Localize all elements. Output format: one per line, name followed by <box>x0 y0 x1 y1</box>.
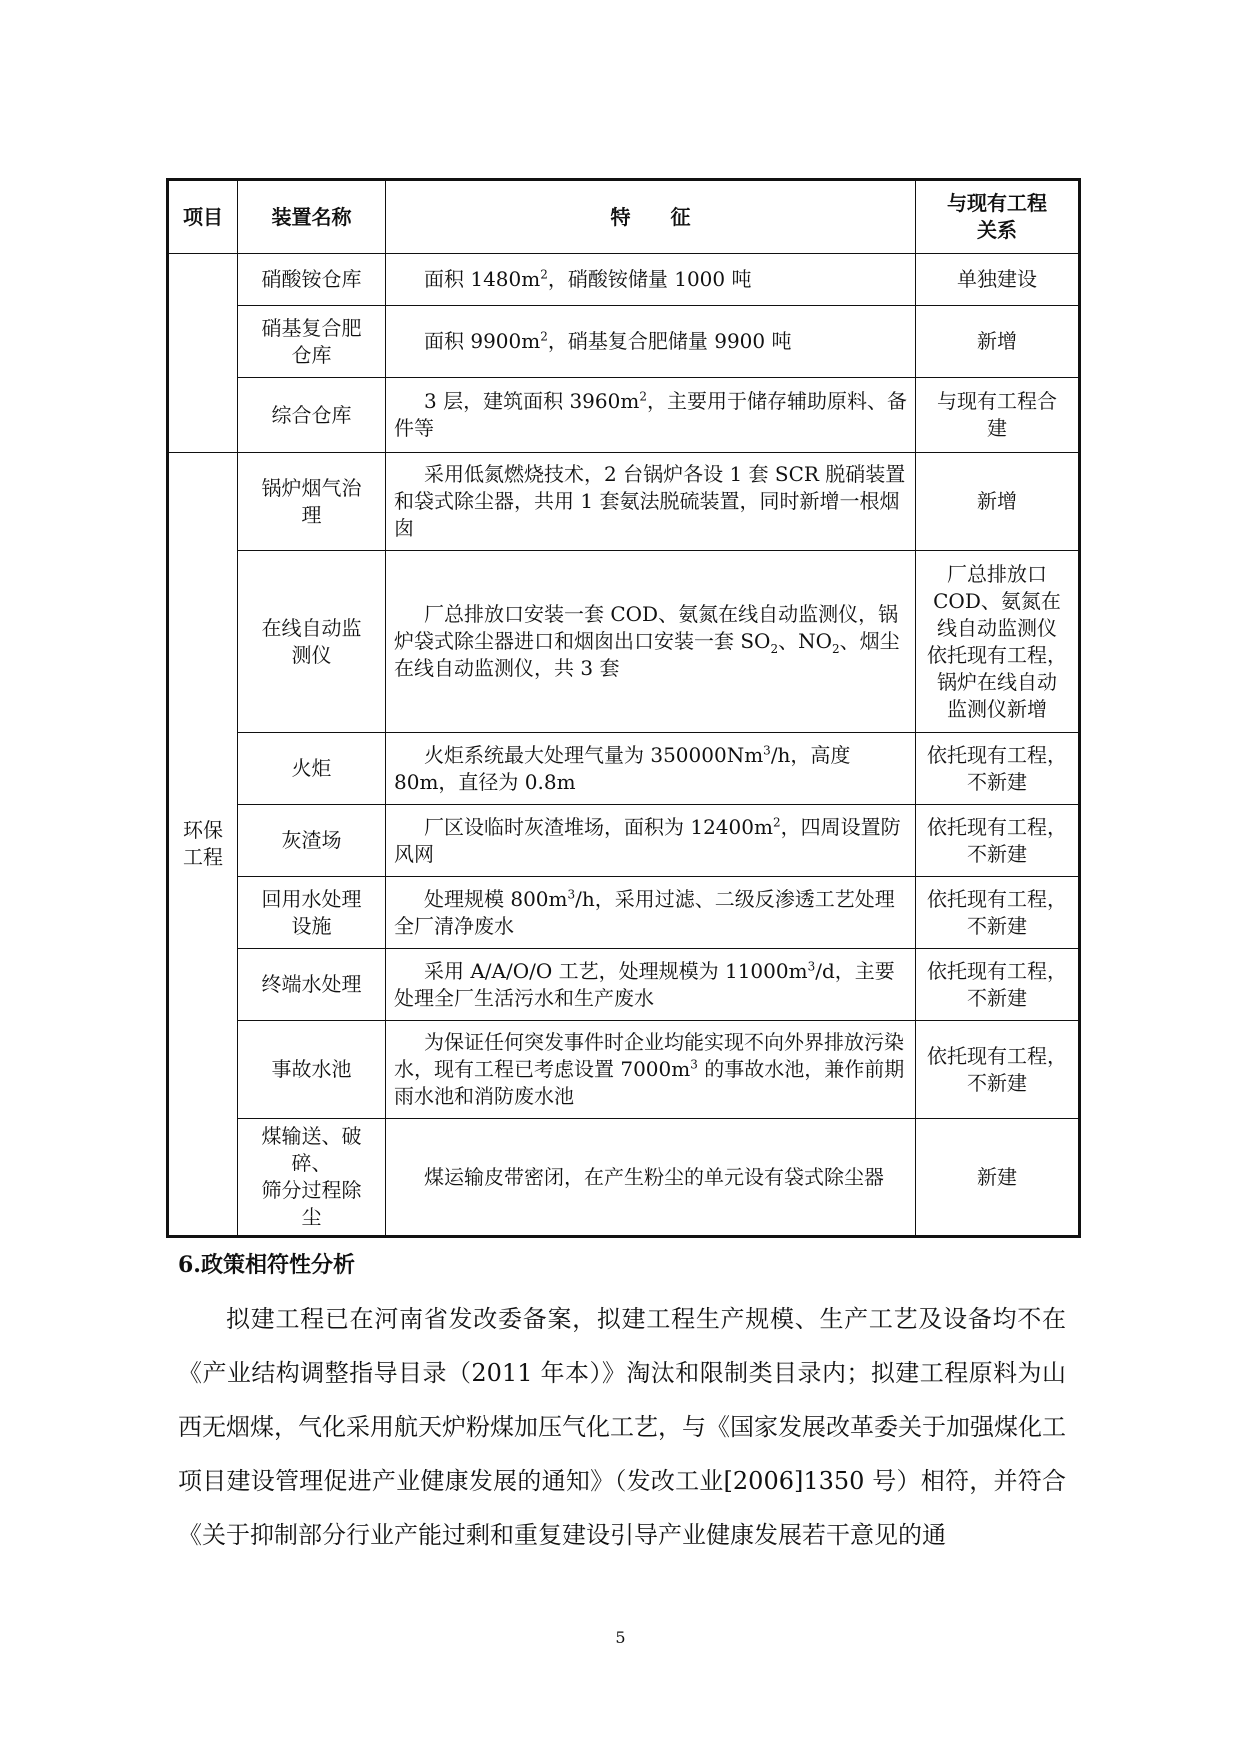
feature-cell: 处理规模 $800m^3/h$，采用过滤、二级反渗透工艺处理全厂清净废水 <box>386 877 916 949</box>
device-name-cell: 终端水处理 <box>238 949 386 1021</box>
device-name-cell: 在线自动监 测仪 <box>238 551 386 733</box>
device-name-cell: 煤输送、破碎、 筛分过程除 尘 <box>238 1119 386 1237</box>
table-row <box>168 551 1080 733</box>
feature-cell: 厂区设临时灰渣堆场，面积为 $12400m^2$，四周设置防风网 <box>386 805 916 877</box>
table-row <box>168 805 1080 877</box>
relation-cell: 新增 <box>916 306 1080 378</box>
header-item: 项目 <box>168 180 238 254</box>
paragraph-text: 拟建工程已在河南省发改委备案，拟建工程生产规模、生产工艺及设备均不在《产业结构调整指导目录（2011 年本）》淘汰和限制类目录内；拟建工程原料为山西无烟煤，气化采用航天炉粉煤加压气化工艺，与《国家发展改革委关于加强煤化工项目建设管理促进产业健康发展的通知》（发改工业[2006]1350 号）相符，并符合《关于抑制部分行业产能过剩和重复建设引导产业健康发展若干意见的通 <box>178 1305 1066 1549</box>
header-feature: 特 征 <box>386 180 916 254</box>
feature-cell: 火炬系统最大处理气量为 350000Nm$^3$/h，高度 80m，直径为 0.8m <box>386 733 916 805</box>
table-row <box>168 1021 1080 1119</box>
relation-cell: 依托现有工程， 不新建 <box>916 805 1080 877</box>
header-relation: 与现有工程 关系 <box>916 180 1080 254</box>
category-cell-storage <box>168 254 238 453</box>
page-number: 5 <box>615 1628 626 1647</box>
facility-table <box>166 178 1081 1238</box>
feature-cell: 采用 A/A/O/O 工艺，处理规模为 $11000m^3/d$，主要处理全厂生活污水和生产废水 <box>386 949 916 1021</box>
relation-cell: 依托现有工程， 不新建 <box>916 949 1080 1021</box>
relation-cell: 与现有工程合 建 <box>916 378 1080 453</box>
relation-cell: 依托现有工程， 不新建 <box>916 877 1080 949</box>
table-row <box>168 877 1080 949</box>
relation-cell: 厂总排放口 COD、氨氮在 线自动监测仪 依托现有工程， 锅炉在线自动 监测仪新增 <box>916 551 1080 733</box>
relation-cell: 单独建设 <box>916 254 1080 306</box>
table-row <box>168 453 1080 551</box>
feature-cell: 面积 $9900m^2$，硝基复合肥储量 9900 吨 <box>386 306 916 378</box>
device-name-cell: 锅炉烟气治 理 <box>238 453 386 551</box>
feature-cell: 面积 $1480m^2$，硝酸铵储量 1000 吨 <box>386 254 916 306</box>
table-row <box>168 306 1080 378</box>
device-name-cell: 硝酸铵仓库 <box>238 254 386 306</box>
feature-cell: 厂总排放口安装一套 COD、氨氮在线自动监测仪，锅炉袋式除尘器进口和烟囱出口安装一套 $SO_2$、$NO_2$、烟尘在线自动监测仪，共 3 套 <box>386 551 916 733</box>
table-row <box>168 1119 1080 1237</box>
section-heading: 6.政策相符性分析 <box>178 1252 355 1278</box>
table-row <box>168 378 1080 453</box>
device-name-cell: 事故水池 <box>238 1021 386 1119</box>
body-paragraph <box>178 1292 1066 1562</box>
device-name-cell: 回用水处理 设施 <box>238 877 386 949</box>
header-device-name: 装置名称 <box>238 180 386 254</box>
relation-cell: 依托现有工程， 不新建 <box>916 733 1080 805</box>
feature-cell: 3 层，建筑面积 $3960m^2$，主要用于储存辅助原料、备件等 <box>386 378 916 453</box>
device-name-cell: 灰渣场 <box>238 805 386 877</box>
table-row <box>168 254 1080 306</box>
table-header-row <box>168 180 1080 254</box>
feature-cell: 为保证任何突发事件时企业均能实现不向外界排放污染水，现有工程已考虑设置 $7000m^3$ 的事故水池，兼作前期雨水池和消防废水池 <box>386 1021 916 1119</box>
table-row <box>168 733 1080 805</box>
category-cell-environmental: 环保 工程 <box>168 453 238 1237</box>
table-row <box>168 949 1080 1021</box>
device-name-cell: 火炬 <box>238 733 386 805</box>
relation-cell: 新增 <box>916 453 1080 551</box>
feature-cell: 煤运输皮带密闭，在产生粉尘的单元设有袋式除尘器 <box>386 1119 916 1237</box>
device-name-cell: 硝基复合肥 仓库 <box>238 306 386 378</box>
relation-cell: 依托现有工程， 不新建 <box>916 1021 1080 1119</box>
relation-cell: 新建 <box>916 1119 1080 1237</box>
device-name-cell: 综合仓库 <box>238 378 386 453</box>
feature-cell: 采用低氮燃烧技术，2 台锅炉各设 1 套 SCR 脱硝装置和袋式除尘器，共用 1 套氨法脱硫装置，同时新增一根烟囱 <box>386 453 916 551</box>
